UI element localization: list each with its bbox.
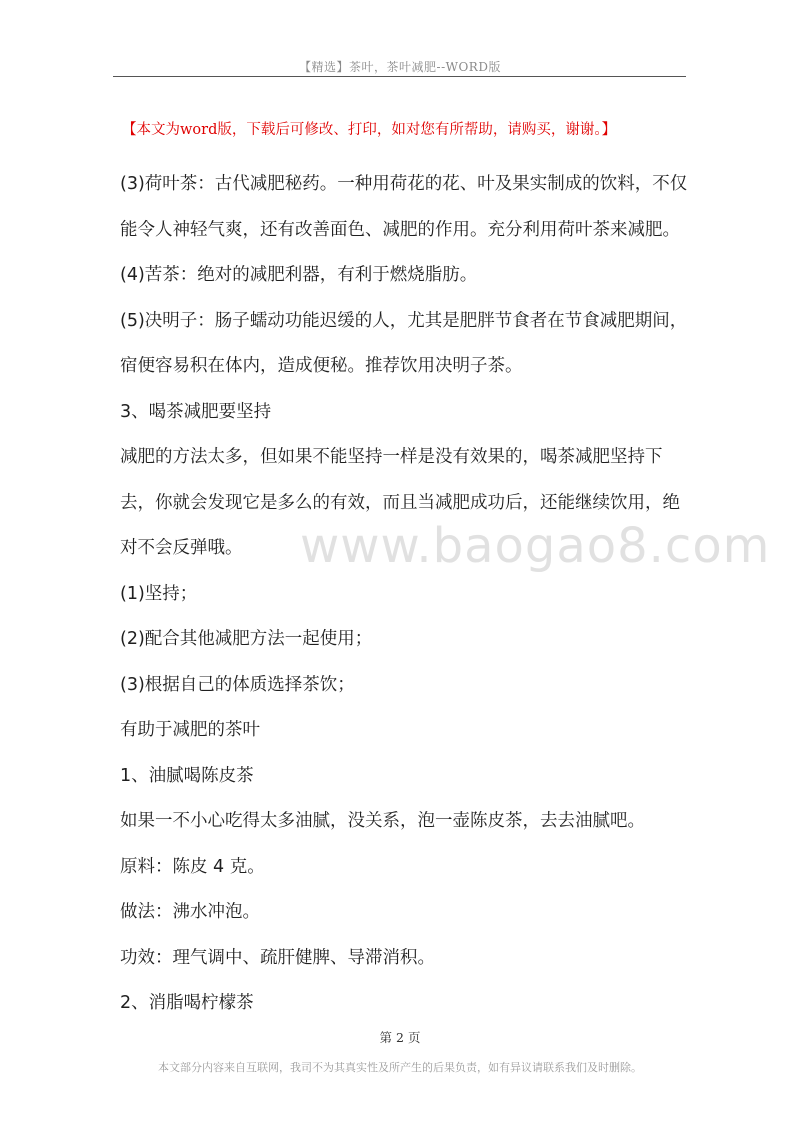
paragraph-persistence: 减肥的方法太多，但如果不能坚持一样是没有效果的，喝茶减肥坚持下去，你就会发现它是多么的有效，而且当减肥成功后，还能继续饮用，绝对不会反弹哦。 — [120, 447, 680, 558]
paragraph-bitter-tea: (4)苦茶：绝对的减肥利器，有利于燃烧脂肪。 — [120, 265, 478, 285]
list-item-persist: (1)坚持； — [120, 583, 198, 604]
subheading-tangerine-peel-tea: 1、油腻喝陈皮茶 — [120, 765, 254, 786]
header-divider — [113, 76, 686, 77]
paragraph-method: 做法：沸水冲泡。 — [120, 902, 260, 922]
section-heading-persist: 3、喝茶减肥要坚持 — [120, 401, 272, 422]
page-header: 【精选】茶叶，茶叶减肥--WORD版 — [299, 60, 501, 74]
page-footer: 本文部分内容来自互联网，我司不为其真实性及所产生的后果负责，如有异议请联系我们及时删除。 — [158, 1061, 642, 1074]
paragraph-ingredients: 原料：陈皮 4 克。 — [120, 856, 265, 877]
document-body — [120, 162, 771, 1027]
paragraph-lotus-leaf-tea: (3)荷叶茶：古代减肥秘药。一种用荷花的花、叶及果实制成的饮料，不仅能令人神轻气爽，还有改善面色、减肥的作用。充分利用荷叶茶来减肥。 — [120, 174, 688, 240]
page-number: 第 2 页 — [379, 1030, 421, 1045]
list-item-constitution: (3)根据自己的体质选择茶饮； — [120, 674, 355, 695]
paragraph-effects: 功效：理气调中、疏肝健脾、导滞消积。 — [120, 947, 435, 968]
paragraph-tangerine-intro: 如果一不小心吃得太多油腻，没关系，泡一壶陈皮茶，去去油腻吧。 — [120, 811, 645, 831]
section-heading-helpful-teas: 有助于减肥的茶叶 — [120, 720, 260, 740]
list-item-combine: (2)配合其他减肥方法一起使用； — [120, 629, 373, 649]
purchase-notice: 【本文为word版，下载后可修改、打印，如对您有所帮助，请购买，谢谢。】 — [122, 122, 617, 138]
paragraph-cassia-seed: (5)决明子：肠子蠕动功能迟缓的人，尤其是肥胖节食者在节食减肥期间，宿便容易积在体内，造成便秘。推荐饮用决明子茶。 — [120, 310, 688, 376]
subheading-lemon-tea: 2、消脂喝柠檬茶 — [120, 993, 254, 1013]
watermark: www.baogao8.com — [300, 518, 771, 574]
